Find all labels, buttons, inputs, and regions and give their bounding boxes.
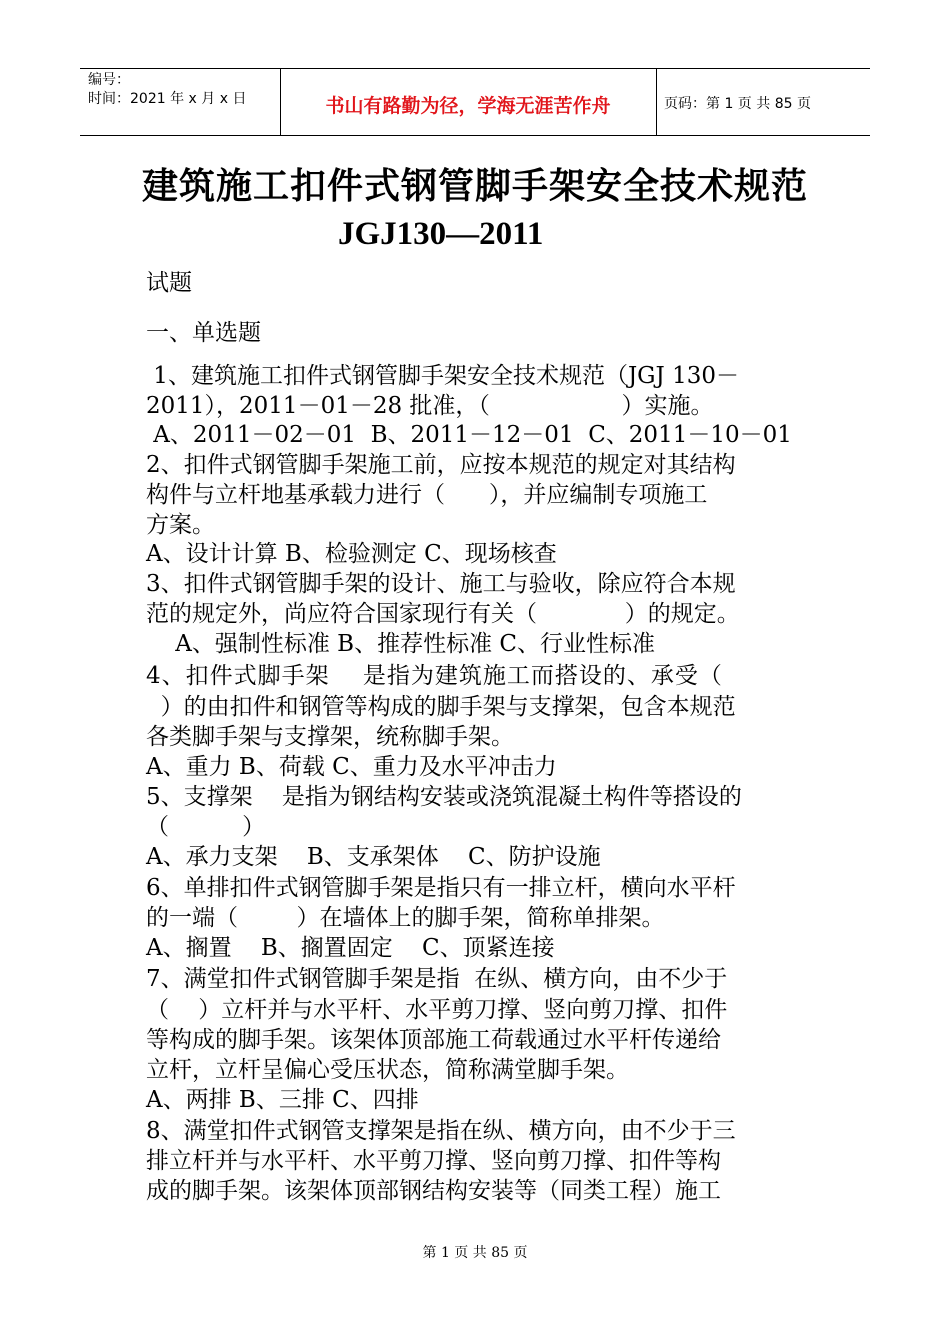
- question-line: 5、支撑架 是指为钢结构安装或浇筑混凝土构件等搭设的: [146, 784, 742, 810]
- option-line: A、搁置 B、搁置固定 C、顶紧连接: [146, 935, 555, 961]
- question-line: 2、扣件式钢管脚手架施工前，应按本规范的规定对其结构: [146, 452, 736, 478]
- option-line: A、承力支架 B、支承架体 C、防护设施: [146, 844, 601, 870]
- number-label: 编号：: [88, 72, 130, 88]
- question-line: 各类脚手架与支撑架，统称脚手架。: [146, 724, 514, 750]
- question-line: 范的规定外，尚应符合国家现行有关（ ）的规定。: [146, 601, 740, 627]
- page-header: [80, 68, 870, 136]
- document-title: 建筑施工扣件式钢管脚手架安全技术规范: [141, 165, 808, 207]
- question-line: 4、扣件式脚手架 是指为建筑施工而搭设的、承受（: [146, 663, 723, 689]
- option-line: A、两排 B、三排 C、四排: [146, 1087, 419, 1113]
- question-line: 7、满堂扣件式钢管脚手架是指 在纵、横方向，由不少于: [146, 966, 728, 992]
- question-line: 方案。: [146, 512, 215, 538]
- question-line: ）的由扣件和钢管等构成的脚手架与支撑架，包含本规范: [146, 694, 736, 720]
- question-line: 2011），2011－01－28 批准，（ ）实施。: [146, 393, 714, 419]
- date-label: 时间：2021 年 x 月 x 日: [88, 91, 247, 107]
- question-line: 排立杆并与水平杆、水平剪刀撑、竖向剪刀撑、扣件等构: [146, 1148, 721, 1174]
- header-page-info: 页码：第 1 页 共 85 页: [664, 96, 811, 112]
- question-line: 8、满堂扣件式钢管支撑架是指在纵、横方向，由不少于三: [146, 1118, 736, 1144]
- section-test: 试题: [146, 270, 192, 296]
- header-divider: [280, 69, 281, 135]
- question-line: 构件与立杆地基承载力进行（ ），并应编制专项施工: [146, 482, 708, 508]
- document-code: JGJ130—2011: [338, 216, 544, 252]
- question-line: 成的脚手架。该架体顶部钢结构安装等（同类工程）施工: [146, 1178, 721, 1204]
- page-footer: 第 1 页 共 85 页: [422, 1245, 528, 1261]
- question-line: （ ）: [146, 814, 266, 840]
- question-line: （ ）立杆并与水平杆、水平剪刀撑、竖向剪刀撑、扣件: [146, 997, 728, 1023]
- section-single-choice: 一、单选题: [146, 320, 261, 346]
- question-line: 的一端（ ）在墙体上的脚手架，简称单排架。: [146, 905, 665, 931]
- question-line: 等构成的脚手架。该架体顶部施工荷载通过水平杆传递给: [146, 1027, 721, 1053]
- option-line: A、重力 B、荷载 C、重力及水平冲击力: [146, 754, 557, 780]
- question-line: 1、建筑施工扣件式钢管脚手架安全技术规范（JGJ 130－: [146, 363, 739, 389]
- question-line: 6、单排扣件式钢管脚手架是指只有一排立杆，横向水平杆: [146, 875, 736, 901]
- header-meta: [88, 71, 246, 109]
- option-line: A、设计计算 B、检验测定 C、现场核查: [146, 541, 557, 567]
- option-line: A、强制性标准 B、推荐性标准 C、行业性标准: [146, 631, 655, 657]
- header-divider: [656, 69, 657, 135]
- question-line: 3、扣件式钢管脚手架的设计、施工与验收，除应符合本规: [146, 571, 736, 597]
- header-motto: 书山有路勤为径，学海无涯苦作舟: [325, 95, 611, 117]
- option-line: A、2011－02－01 B、2011－12－01 C、2011－10－01: [146, 422, 792, 448]
- question-line: 立杆，立杆呈偏心受压状态，简称满堂脚手架。: [146, 1057, 629, 1083]
